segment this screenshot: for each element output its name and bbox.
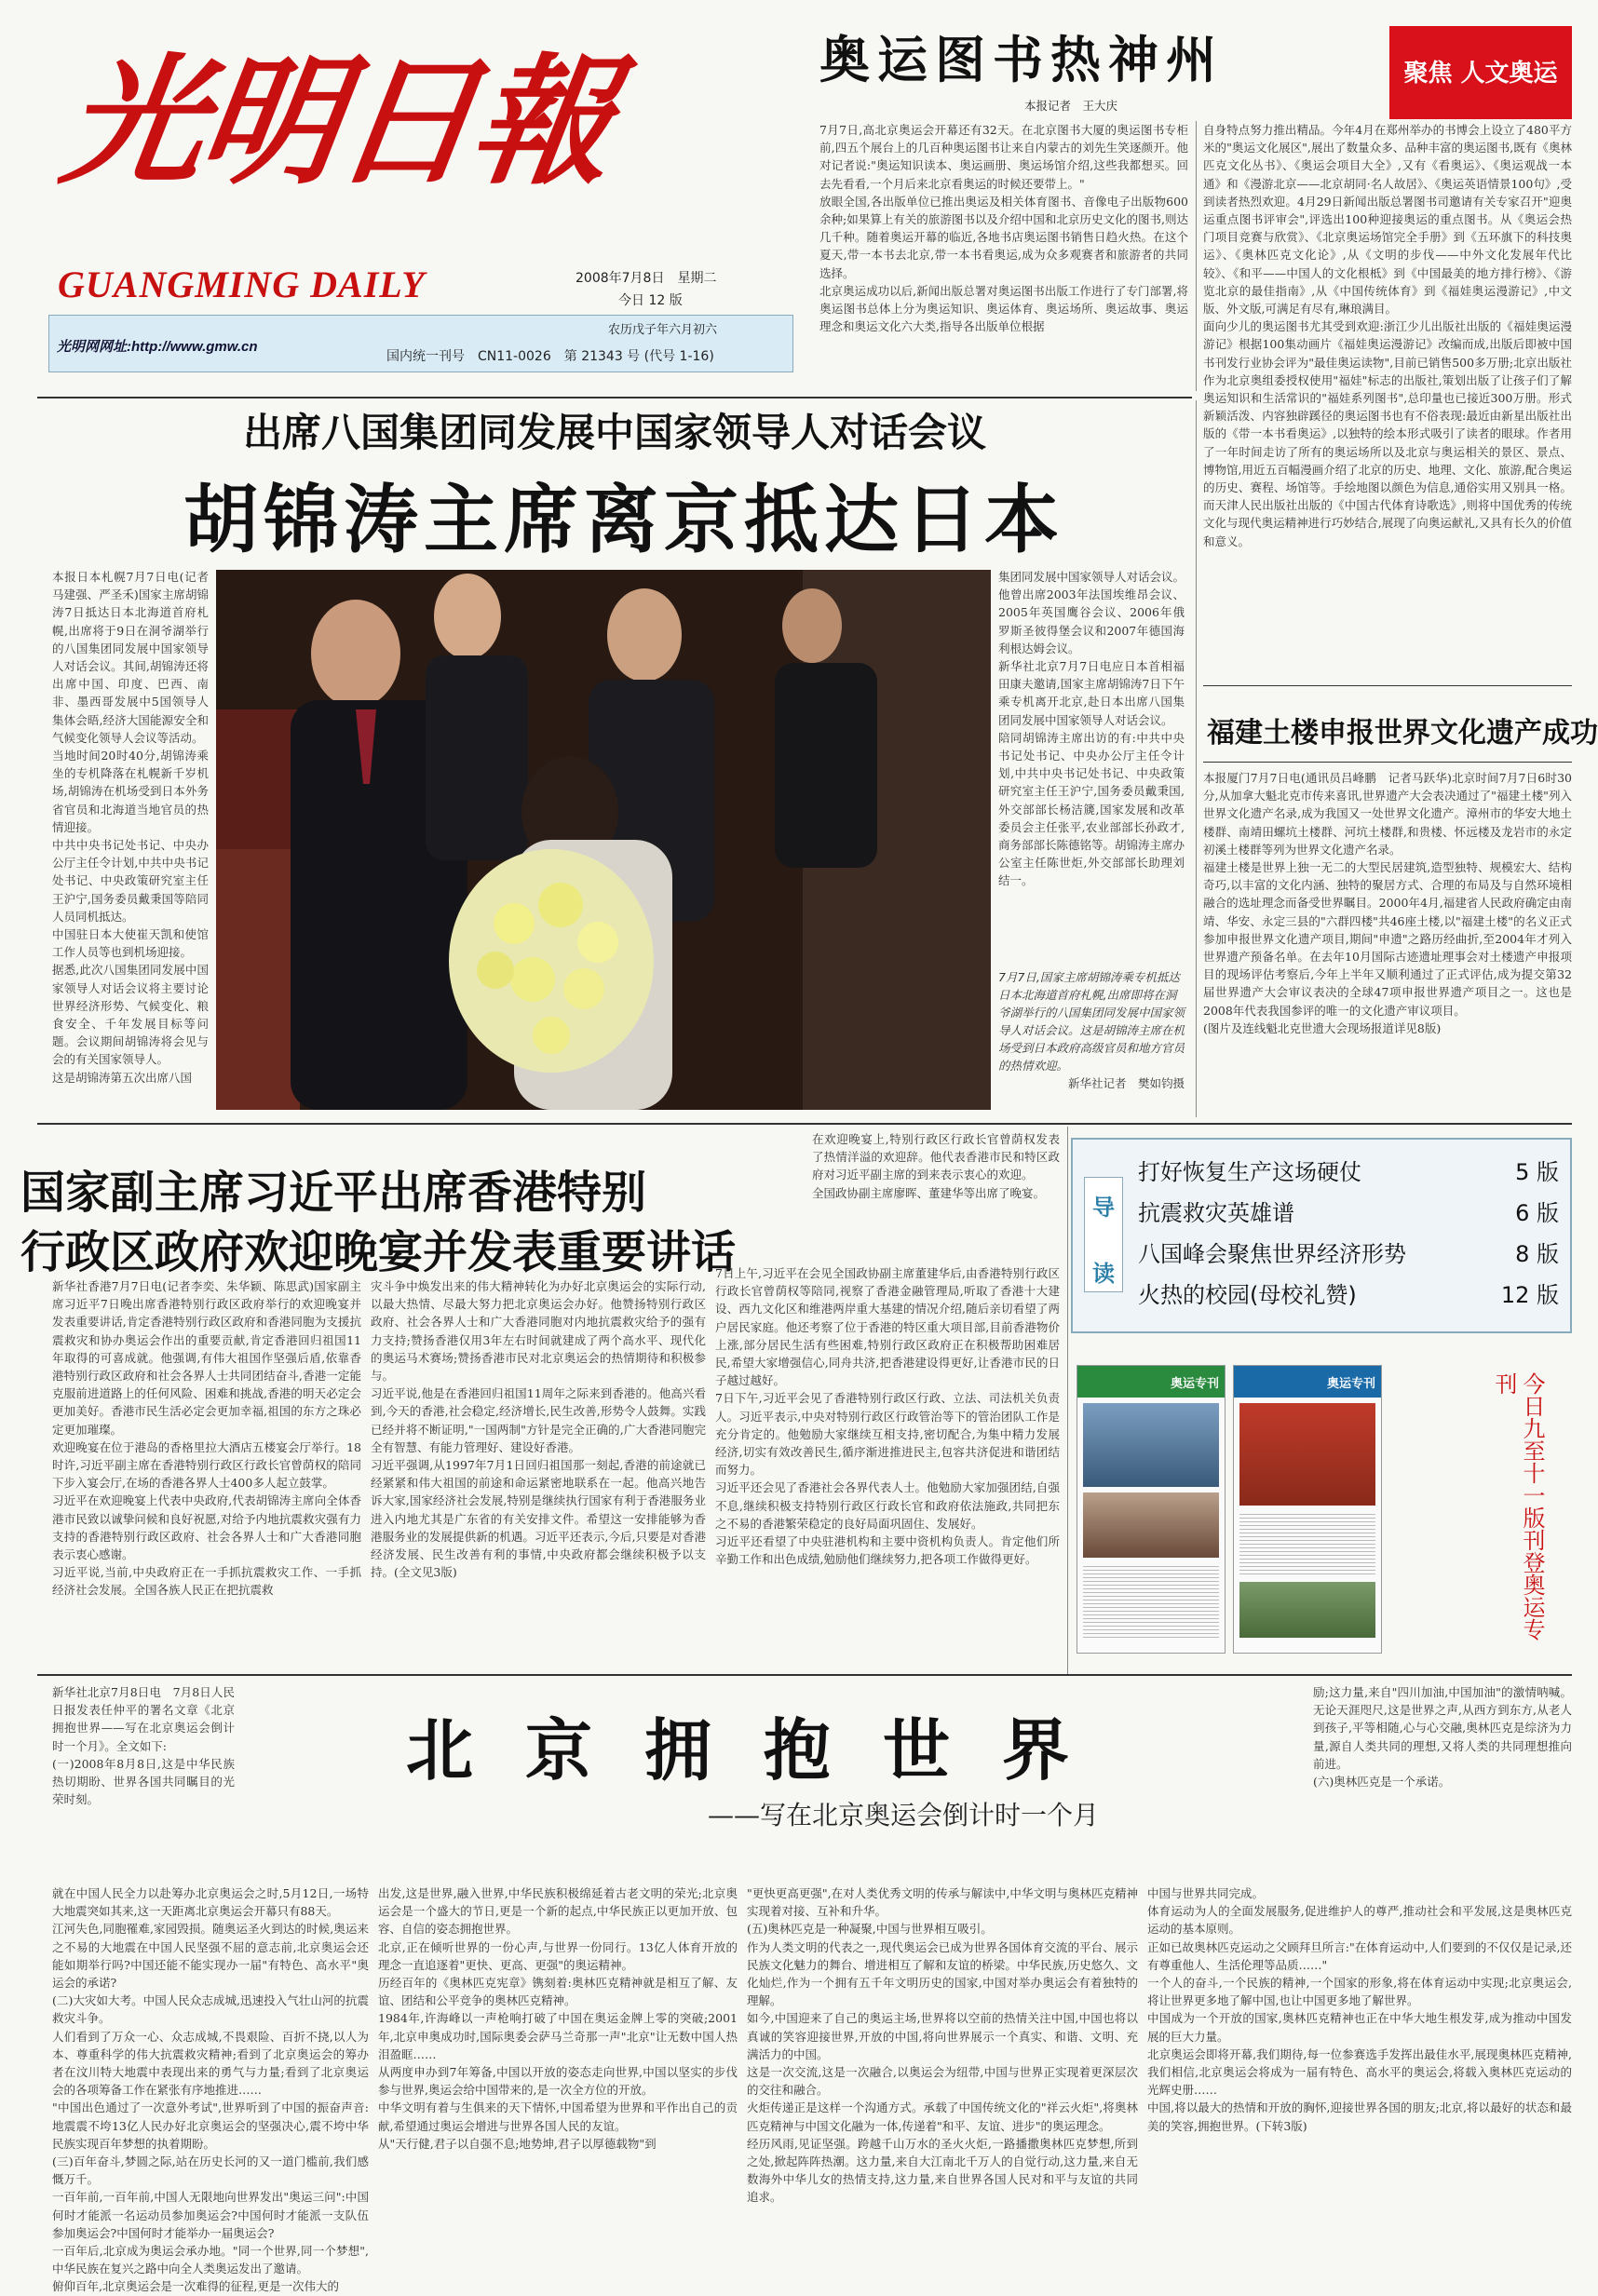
focus-badge-label: 聚焦 人文奥运	[1403, 60, 1558, 88]
olympic-special-thumbnail-2[interactable]	[1233, 1365, 1382, 1654]
main-story-col2: 集团同发展中国家领导人对话会议。他曾出席2003年法国埃维昂会议、2005年英国鹰谷会议、2006年俄罗斯圣彼得堡会议和2007年德国海利根达姆会议。 新华社北京7月7日电应日本首相福田康夫邀请,国家主席胡锦涛7日下午乘专机离开北京,赴日本出席八国集团同发展中国家领导人对话会议。 陪同胡锦涛主席出访的有:中共中央书记处书记、中央办公厅主任令计划,中共中央书记处书记、中央政策研究室主任王沪宁,国务委员戴秉国,外交部部长杨洁篪,国家发展和改革委员会主任张平,农业部部长孙政才,商务部部长陈德铭等。胡锦涛主席办公室主任陈世炬,外交部部长助理刘结一。	[998, 570, 1185, 888]
olympic-special-note	[1490, 1372, 1572, 1652]
top-story-byline: 本报记者 王大庆	[1024, 99, 1118, 113]
guide-item-heroes[interactable]	[1138, 1190, 1559, 1231]
divider	[37, 1674, 1572, 1676]
divider	[1203, 685, 1572, 686]
main-story-photo	[216, 570, 991, 1110]
guide-list	[1138, 1149, 1559, 1313]
thumbnail-photo	[1083, 1492, 1219, 1558]
beijing-headline: 北京拥抱世界	[405, 1710, 1121, 1790]
beijing-col1: 就在中国人民全力以赴筹办北京奥运会之时,5月12日,一场特大地震突如其来,这一天距离北京奥运会开幕只有88天。 江河失色,同胞罹难,家园毁损。随奥运圣火到达的时候,奥运来之不易的大地震在中国人民坚强不屈的意志前,北京奥运会还能如期举行吗?中国还能不能实现办一届"有特色、高水平"奥运会的承诺? (二)大灾如大考。中国人民众志成城,迅速投入气壮山河的抗震救灾斗争。 人们看到了万众一心、众志成城,不畏艰险、百折不挠,以人为本、尊重科学的伟大抗震救灾精神;看到了北京奥运会的筹办者在汶川特大地震中表现出来的勇气与力量;看到了北京奥运会的各项筹备工作在紧张有序地推进…… "中国出色通过了一次意外考试",世界听到了中国的振奋声音:地震震不垮13亿人民办好北京奥运会的坚强决心,震不垮中华民族实现百年梦想的执着期盼。 (三)百年奋斗,梦圆之际,站在历史长河的又一道门槛前,我们感慨万千。 一百年前,一百年前,中国人无限地向世界发出"奥运三问":中国何时才能派一名运动员参加奥运会?中国何时才能派一支队伍参加奥运会?中国何时才能举办一届奥运会? 一百年后,北京成为奥运会承办地。"同一个世界,同一个梦想",中华民族在复兴之路中向全人类奥运发出了邀请。 俯仰百年,北京奥运会是一次难得的征程,更是一次伟大的	[52, 1886, 369, 2294]
guide-item-page: 12 版	[1500, 1281, 1559, 1308]
guide-item-page: 6 版	[1515, 1199, 1559, 1226]
thumbnail-photo	[1239, 1582, 1375, 1638]
top-story-headline: 奥运图书热神州	[819, 30, 1224, 89]
guide-label	[1084, 1177, 1123, 1292]
photo-caption-credit: 新华社记者 樊如钧摄	[1067, 1076, 1185, 1090]
divider	[37, 1123, 1572, 1125]
guide-label-top: 导	[1092, 1195, 1115, 1221]
guide-label-bottom: 读	[1092, 1261, 1115, 1287]
top-story-col2: 自身特点努力推出精品。今年4月在郑州举办的书博会上设立了480平方米的"奥运文化展区",展出了数量众多、品种丰富的奥运图书,既有《奥林匹克文化丛书》、《奥运会项目大全》,又有《看奥运》、《奥运观战一本通》和《漫游北京——北京胡同·名人故居》、《奥运英语情景100句》,受到读者热烈欢迎。4月29日新闻出版总署图书司邀请有关专家召开"迎奥运重点图书评审会",评选出100种迎接奥运的重点图书。从《奥运会热门项目竞赛与欣赏》、《北京奥运场馆完全手册》到《五环旗下的科技奥运》、《奥林匹克文化论》,从《文明的步伐——中外文化发展年代比较》、《和平——中国人的文化根柢》到《中国最美的地方排行榜》、《游览北京的最佳指南》,从《中国传统体育》到《福娃奥运漫游记》,中文版、外文版,可满足有尽有,琳琅满目。 面向少儿的奥运图书尤其受到欢迎:浙江少儿出版社出版的《福娃奥运漫游记》根据100集动画片《福娃奥运漫游记》改编而成,出版后即被中国书刊发行业协会评为"最佳奥运读物",目前已销售500多万册;北京出版社作为北京奥组委授权使用"福娃"标志的出版社,策划出版了让孩子们了解奥运知识和生活常识的"福娃系列图书",总印量也已接近300万册。形式新颖活泼、内容独辟蹊径的奥运图书也有不俗表现:最近由新星出版社出版的《带一本书看奥运》,以独特的绘本形式吸引了读者的眼球。作者用了一年时间走访了所有的奥运场所以及北京与奥运相关的景区、景点、博物馆,用近五百幅漫画介绍了北京的历史、地理、文化、旅游,配合奥运的历史、赛程、场馆等。手绘地图以颜色为信息,通俗实用又别具一格。而天津人民出版社出版的《中国古代体育诗歌选》,则将中国优秀的传统文化与现代奥运精神进行巧妙结合,展现了向奥运献礼,又具有长久的价值和意义。	[1203, 123, 1572, 548]
issue-date: 2008年7月8日 星期二	[576, 271, 717, 286]
thumbnail-banner	[1234, 1366, 1381, 1398]
main-story-headline: 胡锦涛主席离京抵达日本	[183, 477, 1064, 563]
beijing-col2: 出发,这是世界,融入世界,中华民族积极绵延着古老文明的荣光;北京奥运会是一个盛大的节日,更是一个新的起点,中华民族正以更加开放、包容、自信的姿态拥抱世界。 北京,正在倾听世界的一份心声,与世界一份同行。13亿人体育开放的理念一直追逐着"更快、更高、更强"的奥运精神。 历经百年的《奥林匹克宪章》镌刻着:奥林匹克精神就是相互了解、友谊、团结和公平竞争的奥林匹克精神。 1984年,许海峰以一声枪响打破了中国在奥运金牌上零的突破;2001年,北京申奥成功时,国际奥委会萨马兰奇那一声"北京"让无数中国人热泪盈眶…… 从两度申办到7年筹备,中国以开放的姿态走向世界,中国以坚实的步伐参与世界,奥运会给中国带来的,是一次全方位的开放。 中华文明有着与生俱来的天下情怀,中国希望为世界和平作出自己的贡献,希望通过奥运会增进与世界各国人民的友谊。 从"天行健,君子以自强不息;地势坤,君子以厚德载物"到	[378, 1886, 738, 2151]
olympic-special-thumbnail-1[interactable]	[1077, 1365, 1226, 1654]
guide-item-campus[interactable]	[1138, 1272, 1559, 1313]
thumbnail-banner	[1077, 1366, 1225, 1398]
divider	[1196, 400, 1197, 1117]
website-url[interactable]: 光明网网址:http://www.gmw.cn	[57, 339, 258, 355]
fujian-body: 本报厦门7月7日电(通讯员吕峰鹏 记者马跃华)北京时间7月7日6时30分,从加拿大魁北克市传来喜讯,世界遗产大会表决通过了"福建土楼"列入世界文化遗产名录,成为我国又一处世界文化遗产。漳州市的华安大地土楼群、南靖田螺坑土楼群、河坑土楼群,和贵楼、怀远楼及龙岩市的永定初溪土楼群等列为世界文化遗产名录。 福建土楼是世界上独一无二的大型民居建筑,造型独特、规模宏大、结构奇巧,以丰富的文化内涵、独特的聚居方式、合理的布局及与自然环境相融合的选址理念而备受世界瞩目。2000年4月,福建省人民政府确定由南靖、华安、永定三县的"六群四楼"共46座土楼,以"福建土楼"的名义正式参加申报世界文化遗产项目,期间"申遗"之路历经曲折,至2004年才列入世界遗产预备名单。在去年10月国际古迹遗址理事会对土楼遗产申报项目的现场评估考察后,今年上半年又顺利通过了正式评估,成为提交第32届世界遗产大会审议表决的全球47项申报世界遗产项目之一。这也是2008年代表我国参评的唯一的文化遗产审议项目。 (图片及连线魁北克世遗大会现场报道详见8版)	[1203, 771, 1572, 1035]
photo-caption-text: 7月7日,国家主席胡锦涛乘专机抵达日本北海道首府札幌,出席即将在洞爷湖举行的八国集团同发展中国家领导人对话会议。这是胡锦涛主席在机场受到日本政府高级官员和地方官员的热情欢迎。	[998, 970, 1185, 1073]
xi-headline-line1: 国家副主席习近平出席香港特别	[20, 1167, 647, 1219]
xi-col3: 7日上午,习近平在会见全国政协副主席董建华后,由香港特别行政区行政长官曾荫权等陪同,视察了香港金融管理局,听取了香港十大建设、西九文化区和维港两岸重大基建的情况介绍,随后亲切看望了两户居民家庭。他还考察了位于香港的特区重大项目部,目前香港物价上涨,部分居民生活有些困难,特别行政区政府正在积极帮助困难居民,希望大家增强信心,同舟共济,把香港建设得更好,让香港市民的日子越过越好。 7日下午,习近平会见了香港特别行政区行政、立法、司法机关负责人。习近平表示,中央对特别行政区行政管治等下的管治团队工作是充分肯定的。他勉励大家继续互相支持,密切配合,为集中精力发展经济,切实有效改善民生,循序渐进推进民主,包容共济促进和谐团结而努力。 习近平还会见了香港社会各界代表人士。他勉励大家加强团结,自强不息,继续积极支持特别行政区行政长官和政府依法施政,共同把东之不易的香港繁荣稳定的良好局面巩固住、发展好。 习近平还看望了中央驻港机构和主要中资机构负责人。肯定他们所辛勤工作和出色成绩,勉励他们继续努力,把各项工作做得更好。	[715, 1266, 1060, 1567]
beijing-right-intro: 励;这力量,来自"四川加油,中国加油"的激情呐喊。无论天涯咫尺,这是世界之声,从西方到东方,从老人到孩子,平等相随,心与心交融,奥林匹克是综济为力量,源自人类共同的理想,又将人类的共同理想推向前进。 (六)奥林匹克是一个承诺。	[1313, 1685, 1572, 1790]
lunar-date: 农历戊子年六月初六	[608, 323, 718, 337]
divider	[1203, 762, 1572, 763]
thumbnail-title: 奥运专刊	[1170, 1377, 1219, 1391]
beijing-col3: "更快更高更强",在对人类优秀文明的传承与解读中,中华文明与奥林匹克精神实现着对接、互补和升华。 (五)奥林匹克是一种凝聚,中国与世界相互吸引。 作为人类文明的代表之一,现代奥运会已成为世界各国体育交流的平台、展示民族文化魅力的舞台、增进相互了解和友谊的桥梁。中华民族,历史悠久、文化灿烂,作为一个拥有五千年文明历史的国家,中国对举办奥运会有着独特的理解。 如今,中国迎来了自己的奥运主场,世界将以空前的热情关注中国,中国也将以真诚的笑容迎接世界,开放的中国,将向世界展示一个真实、和谐、文明、充满活力的中国。 这是一次交流,这是一次融合,以奥运会为纽带,中国与世界正实现着更深层次的交往和融合。 火炬传递正是这样一个沟通方式。承载了中国传统文化的"祥云火炬",将奥林匹克精神与中国文化融为一体,传递着"和平、友谊、进步"的奥运理念。 经历风雨,见证坚强。跨越千山万水的圣火火炬,一路播撒奥林匹克梦想,所到之处,掀起阵阵热潮。这力量,来自大江南北千万人的自觉行动,这力量,来自无数海外中华儿女的热情支持,这力量,来自世界各国人民对和平与友谊的共同追求。	[747, 1886, 1138, 2205]
guide-item-page: 5 版	[1515, 1158, 1559, 1185]
masthead-english-title: GUANGMING DAILY	[58, 263, 426, 305]
page-count: 今日 12 版	[618, 293, 683, 308]
divider	[37, 397, 1192, 398]
xi-col2: 灾斗争中焕发出来的伟大精神转化为办好北京奥运会的实际行动,以最大热情、尽最大努力把北京奥运会办好。他赞扬特别行政区政府、社会各界人士和广大香港同胞对内地抗震救灾给予的强有力支持;赞扬香港仅用3年左右时间就建成了两个高水平、现代化的奥运马术赛场;赞扬香港市民对北京奥运会的热情期待和积极参与。 习近平说,他是在香港回归祖国11周年之际来到香港的。他高兴看到,今天的香港,社会稳定,经济增长,民生改善,形势令人鼓舞。实践已经并将不断证明,"一国两制"方针是完全正确的,广大香港同胞完全有智慧、有能力管理好、建设好香港。 习近平强调,从1997年7月1日回归祖国那一刻起,香港的前途就已经紧紧和伟大祖国的前途和命运紧密地联系在一起。他高兴地告诉大家,国家经济社会发展,特别是继续执行国家有利于香港服务业进入内地尤其是广东省的有关安排文件。希望这一安排能够为香港服务业的发展提供新的机遇。习近平还表示,今后,只要是对香港经济发展、民生改善有利的事情,中央政府都会继续积极予以支持。(全文见3版)	[371, 1279, 706, 1580]
guide-item-g8[interactable]	[1138, 1231, 1559, 1272]
xi-top-right: 在欢迎晚宴上,特别行政区行政长官曾荫权发表了热情洋溢的欢迎辞。他代表香港市民和特区政府对习近平副主席的到来表示衷心的欢迎。 全国政协副主席廖晖、董建华等出席了晚宴。	[812, 1132, 1060, 1200]
issue-number: 国内统一刊号 CN11-0026 第 21343 号 (代号 1-16)	[386, 349, 714, 364]
divider	[1196, 121, 1197, 391]
guide-item-recovery[interactable]	[1138, 1149, 1559, 1190]
guide-item-title: 八国峰会聚焦世界经济形势	[1138, 1240, 1406, 1267]
thumbnail-text	[1083, 1563, 1219, 1638]
xi-headline-line2: 行政区政府欢迎晚宴并发表重要讲话	[20, 1226, 737, 1278]
xi-col1: 新华社香港7月7日电(记者李奕、朱华颖、陈思武)国家副主席习近平7日晚出席香港特别行政区政府举行的欢迎晚宴并发表重要讲话,肯定香港特别行政区政府和香港同胞为支援抗震救灾和协办奥运会作出的重要贡献,肯定香港回归祖国11年取得的可喜成就。他强调,有伟大祖国作坚强后盾,依靠香港特别行政区政府和社会各界人士共同团结奋斗,香港一定能克服前进道路上的任何风险、困难和挑战,香港的明天必定会更加美好。香港市民生活必定会更加幸福,祖国的东方之珠必定更加璀璨。 欢迎晚宴在位于港岛的香格里拉大酒店五楼宴会厅举行。18时许,习近平副主席在香港特别行政区行政长官曾荫权的陪同下步入宴会厅,在场的香港各界人士400多人起立鼓掌。 习近平在欢迎晚宴上代表中央政府,代表胡锦涛主席向全体香港市民致以诚挚问候和良好祝愿,对给予内地抗震救灾强有力支持的香港特别行政区政府、社会各界人士和广大香港同胞表示衷心感谢。 习近平说,当前,中央政府正在一手抓抗震救灾工作、一手抓经济社会发展。全国各族人民正在把抗震救	[52, 1279, 361, 1598]
focus-badge	[1389, 26, 1572, 119]
guide-item-title: 火热的校园(母校礼赞)	[1138, 1281, 1357, 1308]
olympic-special-text: 今日九至十一版刊登奥运专刊	[1491, 1372, 1545, 1641]
guide-item-page: 8 版	[1515, 1240, 1559, 1267]
beijing-subhead: ——写在北京奥运会倒计时一个月	[708, 1800, 1100, 1830]
url-bar	[48, 315, 793, 372]
beijing-intro: 新华社北京7月8日电 7月8日人民日报发表任仲平的署名文章《北京拥抱世界——写在北京奥运会倒计时一个月》。全文如下: (一)2008年8月8日,这是中华民族热切期盼、世界各国共同瞩目的光荣时刻。	[52, 1685, 235, 1807]
beijing-col4: 中国与世界共同完成。 体育运动为人的全面发展服务,促进维护人的尊严,推动社会和平发展,这是奥林匹克运动的基本原则。 正如已故奥林匹克运动之父顾拜旦所言:"在体育运动中,人们要到的不仅仅是记录,还有尊重他人、生活伦理等品质……" 一个人的奋斗,一个民族的精神,一个国家的形象,将在体育运动中实现;北京奥运会,将让世界更多地了解中国,也让中国更多地了解世界。 中国成为一个开放的国家,奥林匹克精神也正在中华大地生根发芽,成为推动中国发展的巨大力量。 北京奥运会即将开幕,我们期待,每一位参赛选手发挥出最佳水平,展现奥林匹克精神,我们相信,北京奥运会将成为一届有特色、高水平的奥运会,将载入奥林匹克运动的光辉史册…… 中国,将以最大的热情和开放的胸怀,迎接世界各国的朋友;北京,将以最好的状态和最美的笑容,拥抱世界。(下转3版)	[1147, 1886, 1572, 2133]
masthead-chinese-title: 光明日報	[53, 40, 621, 204]
main-photo-caption	[998, 968, 1185, 1117]
photo-illustration	[216, 570, 991, 1110]
thumbnail-photo	[1239, 1403, 1375, 1506]
thumbnail-text	[1239, 1511, 1375, 1576]
guide-item-title: 打好恢复生产这场硬仗	[1138, 1158, 1361, 1185]
thumbnail-photo	[1083, 1403, 1219, 1487]
top-story-col1: 7月7日,高北京奥运会开幕还有32天。在北京图书大厦的奥运图书专柜前,四五个展台上的几百种奥运图书让来自内蒙古的刘先生笑逐颜开。他对记者说:"奥运知识读本、奥运画册、奥运场馆介绍,这些我都想买。回去先看看,一个月后来北京看奥运的时候还要带上。" 放眼全国,各出版单位已推出奥运及相关体育图书、音像电子出版物600余种;如果算上有关的旅游图书以及介绍中国和北京历史文化的图书,则达几千种。随着奥运开幕的临近,各地书店奥运图书销售日趋火热。在这个夏天,带一本书去北京,带一本书看奥运,成为众多观赛者和旅游者的共同选择。 北京奥运成功以后,新闻出版总署对奥运图书出版工作进行了专门部署,将奥运图书总体上分为奥运知识、奥运体育、奥运场所、奥运故事、奥运理念和奥运文化六大类,指导各出版单位根据	[819, 123, 1188, 334]
main-story-col1: 本报日本札幌7月7日电(记者马建强、严圣禾)国家主席胡锦涛7日抵达日本北海道首府札幌,出席将于9日在洞爷湖举行的八国集团同发展中国家领导人对话会议。其间,胡锦涛还将出席中国、印度、巴西、南非、墨西哥发展中5国领导人集体会晤,经济大国能源安全和气候变化领导人会议等活动。 当地时间20时40分,胡锦涛乘坐的专机降落在札幌新千岁机场,胡锦涛在机场受到日本外务省官员和北海道当地官员的热情迎接。 中共中央书记处书记、中央办公厅主任令计划,中共中央书记处书记、中央政策研究室主任王沪宁,国务委员戴秉国等陪同人员同机抵达。 中国驻日本大使崔天凯和使馆工作人员等也到机场迎接。 据悉,此次八国集团同发展中国家领导人对话会议将主要讨论世界经济形势、气候变化、粮食安全、千年发展目标等问题。会议期间胡锦涛将会见与会的有关国家领导人。 这是胡锦涛第五次出席八国	[52, 570, 209, 1085]
fujian-headline: 福建土楼申报世界文化遗产成功	[1207, 717, 1598, 750]
main-story-kicker: 出席八国集团同发展中国家领导人对话会议	[242, 410, 986, 455]
divider	[1067, 1127, 1068, 1674]
guide-item-title: 抗震救灾英雄谱	[1138, 1199, 1294, 1226]
thumbnail-title: 奥运专刊	[1326, 1377, 1375, 1391]
masthead-logo	[53, 19, 784, 242]
guide-box	[1071, 1138, 1572, 1333]
